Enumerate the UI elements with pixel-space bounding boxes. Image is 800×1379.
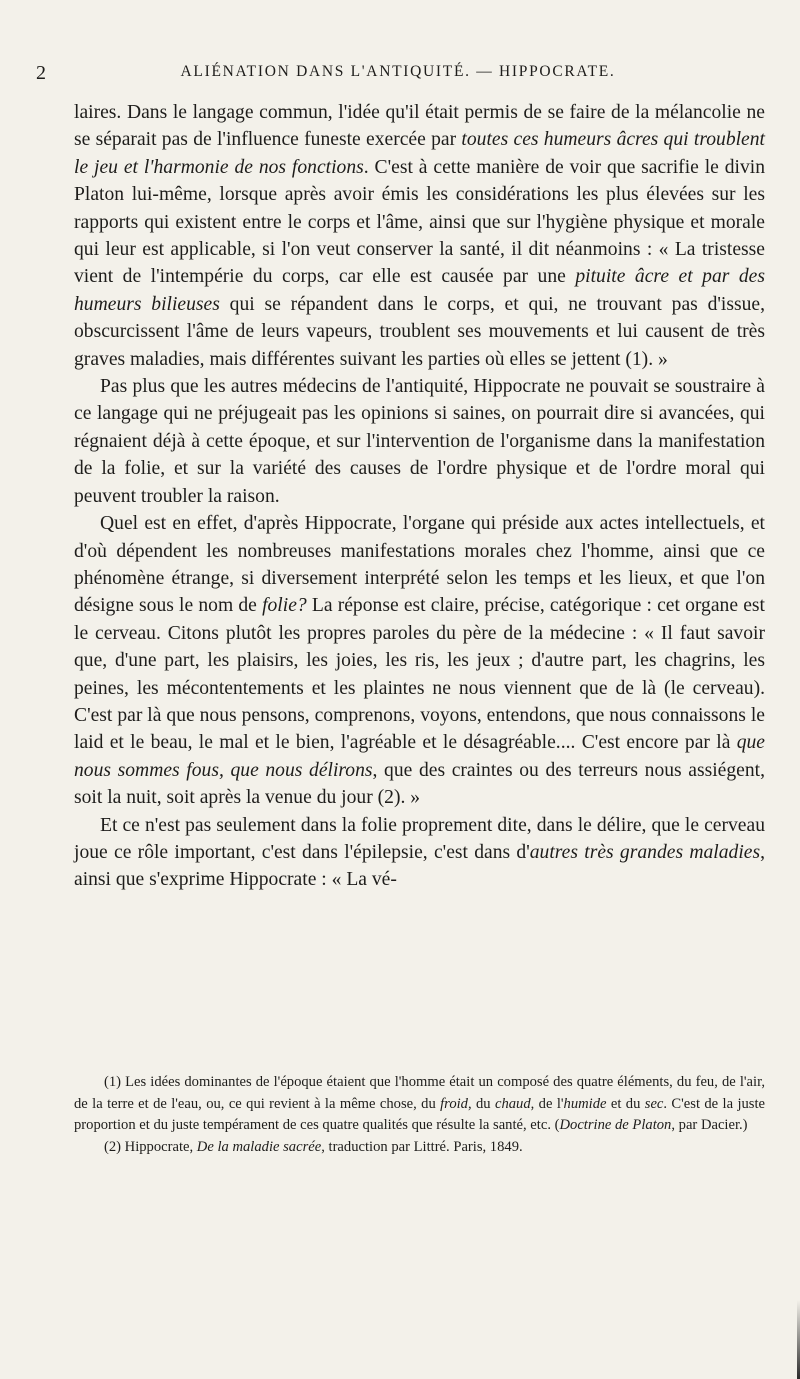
italic-text: folie? [262,595,307,617]
footnote-2 [74,1137,765,1159]
italic-text: chaud [494,1095,531,1112]
text-run: . C'est à cette manière de voir que sacrifie le divin Platon lui-même, lorsque après avoir émis les considérations les plus élevées sur les rapports qui existent entre le corps et l'âme, ainsi que sur l'hygiène physique et morale qui leur est applicable, si l'on veut conserver la santé, il dit néanmoins : « La tristesse vient de l'intempérie du corps, car elle est causée par une [74,156,766,288]
page-header [36,62,760,86]
text-run: . C'est de la juste proportion et du juste tempérament de ces quatre qualités que résulte la santé, etc. ( [74,1095,766,1134]
main-text [74,99,765,894]
text-run: (2) Hippocrate, [104,1139,197,1156]
text-run: , traduction par Littré. Paris, 1849. [321,1139,523,1156]
paragraph-4 [74,812,765,894]
text-run: laires. Dans le langage commun, l'idée qu'il était permis de se faire de la mélancolie ne se séparait pas de l'influence funeste exercée par [74,102,765,151]
paragraph-1 [74,99,765,373]
paragraph-3 [74,510,765,811]
text-run: et du [606,1095,645,1112]
text-run: Quel est en effet, d'après Hippocrate, l'organe qui préside aux actes intellectuels, et d'où dépendent les nombreuses manifestations morales chez l'homme, ainsi que ce phénomène étrange, si diversement interprété selon les temps et les lieux, et que l'on désigne sous le nom de [74,513,765,617]
text-run: , ainsi que s'exprime Hippocrate : « La vé- [74,841,765,891]
page-number: 2 [36,62,47,84]
text-run: La réponse est claire, précise, catégorique : cet organe est le cerveau. Citons plutôt les propres paroles du père de la médecine : « Il faut savoir que, d'une part, les plaisirs, les joies, les ris, les jeux ; d'autre part, les chagrins, les peines, les mécontentements et les plaintes ne nous viennent que de là (le cerveau). C'est par là que nous pensons, comprenons, voyons, entendons, que nous connaissons le laid et le beau, le mal et le bien, l'agréable et le désagréable.... C'est encore par là [74,595,765,754]
italic-text: toutes ces humeurs âcres qui troublent le jeu et l'harmonie de nos fonctions [74,129,765,178]
text-run: qui se répandent dans le corps, et qui, ne trouvant pas d'issue, obscurcissent l'âme de leurs vapeurs, troublent ses mouvements et lui causent de très graves maladies, mais différentes suivant les parties où elles se jettent (1). » [74,293,765,370]
italic-text: sec [644,1095,664,1112]
italic-text: Doctrine de Platon [559,1117,672,1134]
italic-text: que nous sommes fous, que nous délirons [74,732,765,781]
text-run: (1) Les idées dominantes de l'époque étaient que l'homme était un composé des quatre éléments, du feu, de l'air, de la terre et de l'eau, ou, ce qui revient à la même chose, du [74,1074,765,1112]
footnotes [74,1072,765,1159]
italic-text: De la maladie sacrée [196,1139,322,1156]
paragraph-2 [74,373,765,510]
text-run: , de l' [530,1095,564,1112]
running-head: ALIÉNATION DANS L'ANTIQUITÉ. — HIPPOCRATE. [180,63,616,80]
italic-text: froid [440,1095,468,1112]
italic-text: pituite âcre et par des humeurs bilieuses [74,266,765,315]
text-run: Et ce n'est pas seulement dans la folie proprement dite, dans le délire, que le cerveau joue ce rôle important, c'est dans l'épilepsie, c'est dans d' [74,814,765,863]
italic-text: humide [563,1095,607,1112]
text-run: , par Dacier.) [671,1117,748,1134]
text-run: , que des craintes ou des terreurs nous assiégent, soit la nuit, soit après la venue du jour (2). » [74,759,766,809]
text-run: , du [467,1095,495,1112]
footnote-1 [74,1072,765,1137]
text-run: Pas plus que les autres médecins de l'antiquité, Hippocrate ne pouvait se soustraire à ce langage qui ne préjugeait pas les opinions si saines, on pourrait dire si avancées, qui régnaient déjà à cette époque, et sur l'intervention de l'organisme dans la manifestation de la folie, et sur la variété des causes de l'ordre physique et de l'ordre moral qui peuvent troubler la raison. [74,376,765,507]
italic-text: autres très grandes maladies [529,841,761,863]
